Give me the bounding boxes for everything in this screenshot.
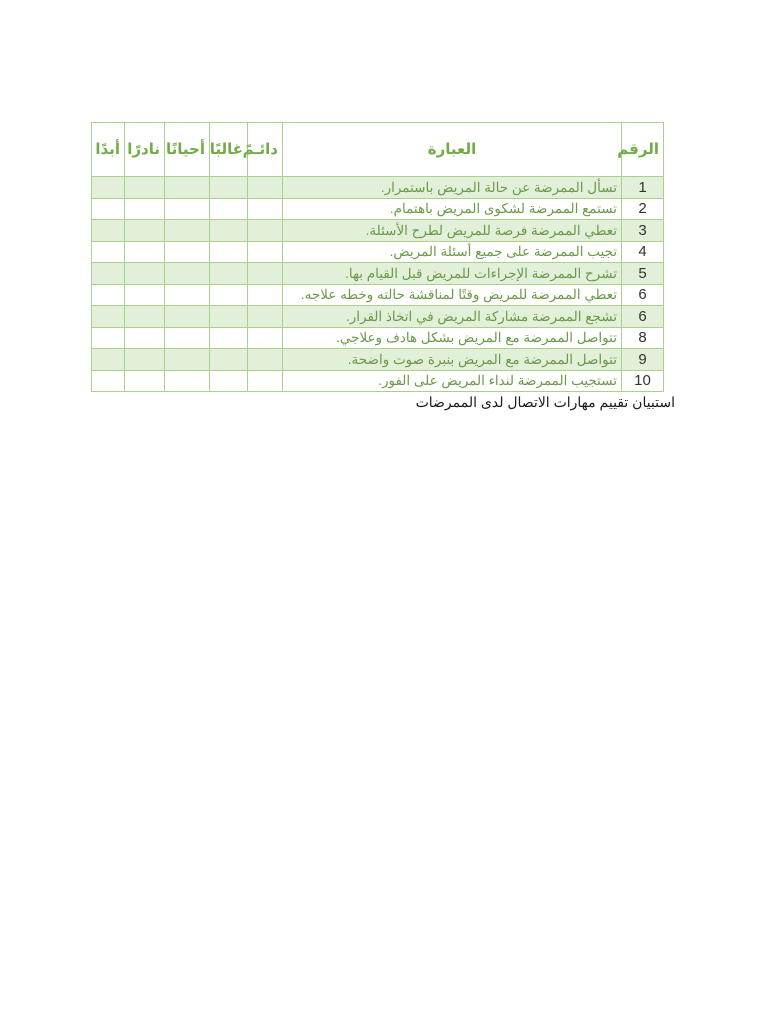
row-number: 5 [622, 263, 664, 285]
row-number: 8 [622, 327, 664, 349]
response-cell-never[interactable] [92, 198, 125, 220]
response-cell-always[interactable] [248, 220, 283, 242]
response-cell-never[interactable] [92, 349, 125, 371]
row-number: 3 [622, 220, 664, 242]
response-cell-sometimes[interactable] [165, 220, 210, 242]
row-statement: تجيب الممرضة على جميع أسئلة المريض. [283, 241, 622, 263]
response-cell-sometimes[interactable] [165, 198, 210, 220]
response-cell-never[interactable] [92, 241, 125, 263]
table-row [92, 220, 664, 242]
response-cell-sometimes[interactable] [165, 327, 210, 349]
response-cell-rarely[interactable] [125, 327, 165, 349]
survey-table [91, 122, 664, 392]
row-statement: تستجيب الممرضة لنداء المريض على الفور. [283, 370, 622, 392]
response-cell-rarely[interactable] [125, 349, 165, 371]
response-cell-always[interactable] [248, 306, 283, 328]
response-cell-never[interactable] [92, 220, 125, 242]
response-cell-never[interactable] [92, 263, 125, 285]
response-cell-sometimes[interactable] [165, 349, 210, 371]
response-cell-often[interactable] [210, 198, 248, 220]
response-cell-never[interactable] [92, 177, 125, 199]
response-cell-often[interactable] [210, 284, 248, 306]
questionnaire-caption: استبيان تقييم مهارات الاتصال لدى الممرضات [415, 394, 675, 410]
response-cell-sometimes[interactable] [165, 306, 210, 328]
header-number: الرقم [622, 123, 664, 177]
row-statement: تسأل الممرضة عن حالة المريض باستمرار. [283, 177, 622, 199]
header-often: غالبًا [210, 123, 248, 177]
response-cell-often[interactable] [210, 370, 248, 392]
row-statement: تشرح الممرضة الإجراءات للمريض قبل القيام بها. [283, 263, 622, 285]
row-statement: تتواصل الممرضة مع المريض بشكل هادف وعلاجي. [283, 327, 622, 349]
response-cell-always[interactable] [248, 198, 283, 220]
response-cell-always[interactable] [248, 177, 283, 199]
response-cell-never[interactable] [92, 370, 125, 392]
response-cell-rarely[interactable] [125, 241, 165, 263]
row-statement: تشجع الممرضة مشاركة المريض في اتخاذ القرار. [283, 306, 622, 328]
response-cell-sometimes[interactable] [165, 241, 210, 263]
table-row [92, 370, 664, 392]
response-cell-never[interactable] [92, 327, 125, 349]
response-cell-always[interactable] [248, 370, 283, 392]
response-cell-often[interactable] [210, 263, 248, 285]
row-number: 10 [622, 370, 664, 392]
table-row [92, 177, 664, 199]
response-cell-always[interactable] [248, 327, 283, 349]
response-cell-sometimes[interactable] [165, 177, 210, 199]
header-sometimes: أحيانًا [165, 123, 210, 177]
response-cell-rarely[interactable] [125, 263, 165, 285]
response-cell-often[interactable] [210, 241, 248, 263]
response-cell-rarely[interactable] [125, 306, 165, 328]
response-cell-rarely[interactable] [125, 284, 165, 306]
response-cell-never[interactable] [92, 306, 125, 328]
table-body [92, 177, 664, 392]
response-cell-often[interactable] [210, 349, 248, 371]
table-row [92, 198, 664, 220]
response-cell-sometimes[interactable] [165, 284, 210, 306]
header-row [92, 123, 664, 177]
row-number: 4 [622, 241, 664, 263]
response-cell-sometimes[interactable] [165, 263, 210, 285]
table-row [92, 327, 664, 349]
row-number: 2 [622, 198, 664, 220]
table-row [92, 306, 664, 328]
response-cell-sometimes[interactable] [165, 370, 210, 392]
table-row [92, 241, 664, 263]
response-cell-always[interactable] [248, 263, 283, 285]
response-cell-often[interactable] [210, 177, 248, 199]
response-cell-always[interactable] [248, 241, 283, 263]
row-number: 9 [622, 349, 664, 371]
header-always: دائـمً [248, 123, 283, 177]
response-cell-rarely[interactable] [125, 220, 165, 242]
row-statement: تعطي الممرضة فرصة للمريض لطرح الأسئلة. [283, 220, 622, 242]
response-cell-always[interactable] [248, 284, 283, 306]
row-statement: تستمع الممرضة لشكوى المريض باهتمام. [283, 198, 622, 220]
table-row [92, 284, 664, 306]
response-cell-always[interactable] [248, 349, 283, 371]
row-statement: تتواصل الممرضة مع المريض بنبرة صوت واضحة. [283, 349, 622, 371]
response-cell-never[interactable] [92, 284, 125, 306]
header-statement: العبارة [283, 123, 622, 177]
row-number: 1 [622, 177, 664, 199]
row-number: 6 [622, 306, 664, 328]
table-row [92, 263, 664, 285]
table-row [92, 349, 664, 371]
response-cell-rarely[interactable] [125, 177, 165, 199]
header-rarely: نادرًا [125, 123, 165, 177]
response-cell-rarely[interactable] [125, 198, 165, 220]
response-cell-often[interactable] [210, 220, 248, 242]
response-cell-often[interactable] [210, 327, 248, 349]
row-statement: تعطي الممرضة للمريض وقتًا لمناقشة حالته وخطه علاجه. [283, 284, 622, 306]
response-cell-often[interactable] [210, 306, 248, 328]
header-never: أبدًا [92, 123, 125, 177]
response-cell-rarely[interactable] [125, 370, 165, 392]
row-number: 6 [622, 284, 664, 306]
